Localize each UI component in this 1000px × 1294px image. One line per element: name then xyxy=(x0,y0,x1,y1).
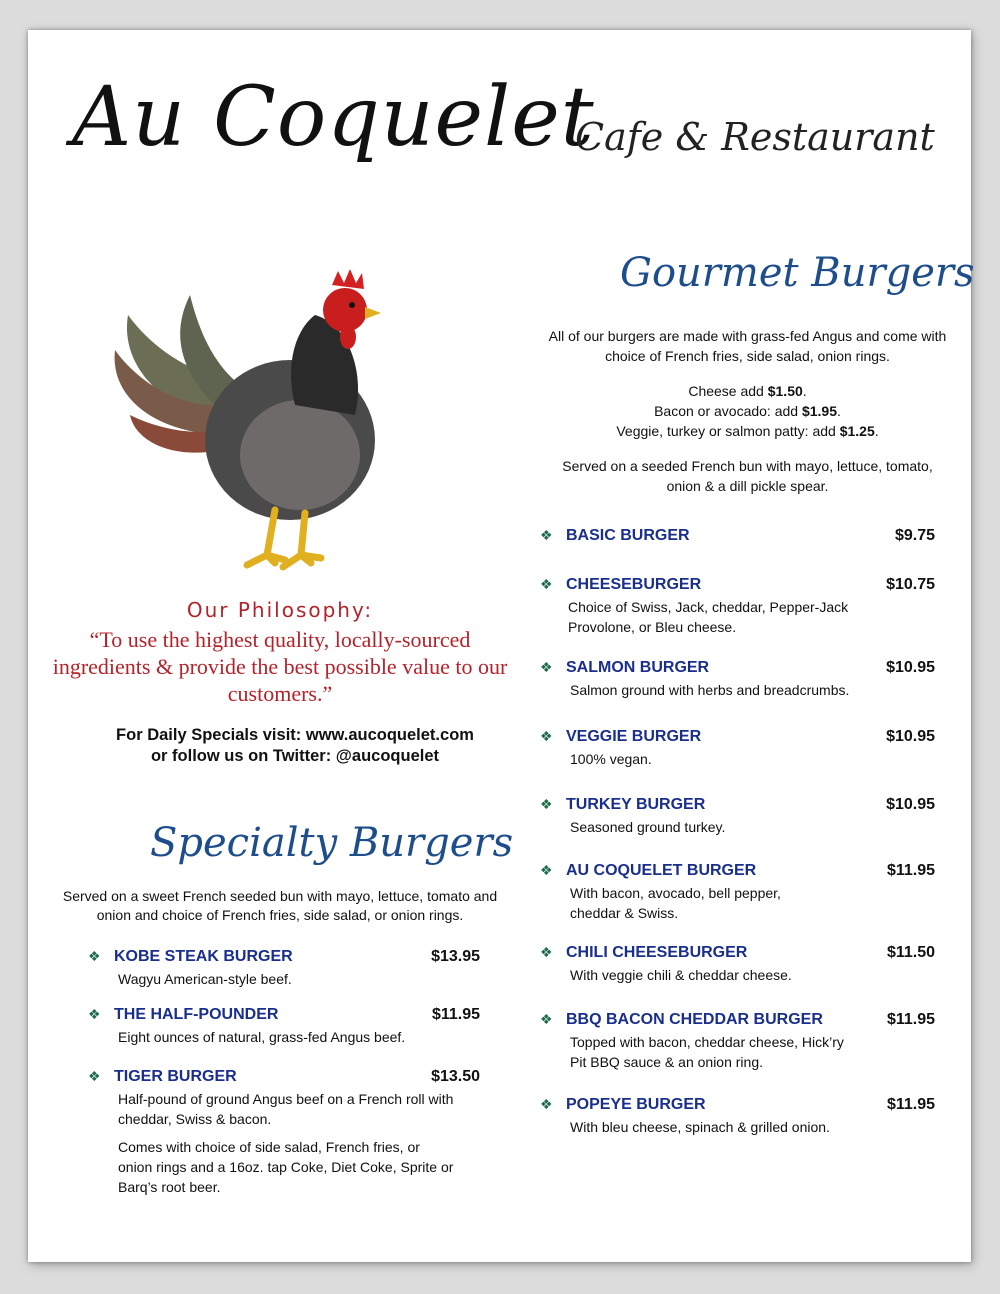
gourmet-title: Gourmet Burgers xyxy=(620,250,975,296)
item-price: $11.95 xyxy=(886,1096,935,1113)
brand-tagline: Cafe & Restaurant xyxy=(575,115,935,159)
item-price: $10.75 xyxy=(886,576,935,593)
diamond-bullet-icon: ❖ xyxy=(540,1096,553,1112)
item-name: CHEESEBURGER xyxy=(566,576,702,593)
gourmet-bun-text: Served on a seeded French bun with mayo, lettuce, tomato, onion & a dill pickle spear. xyxy=(562,458,933,494)
item-desc: With veggie chili & cheddar cheese. xyxy=(570,967,792,983)
item-price: $13.95 xyxy=(431,948,480,965)
specialty-intro: Served on a sweet French seeded bun with mayo, lettuce, tomato and onion and choice of French fries, side salad, or onion rings. xyxy=(62,888,498,923)
gourmet-intro-text: All of our burgers are made with grass-fed Angus and come with choice of French fries, side salad, onion rings. xyxy=(548,328,947,364)
specialty-title: Specialty Burgers xyxy=(150,820,514,866)
diamond-bullet-icon: ❖ xyxy=(88,948,101,964)
item-desc: With bacon, avocado, bell pepper, cheddar & Swiss. xyxy=(570,885,781,921)
diamond-bullet-icon: ❖ xyxy=(540,576,553,592)
contact-website-line: For Daily Specials visit: www.aucoquelet.com xyxy=(116,726,474,744)
item-name: TURKEY BURGER xyxy=(566,796,706,813)
diamond-bullet-icon: ❖ xyxy=(540,659,553,675)
diamond-bullet-icon: ❖ xyxy=(88,1006,101,1022)
item-name: BBQ BACON CHEDDAR BURGER xyxy=(566,1011,823,1028)
menu-item xyxy=(540,576,935,645)
item-price: $10.95 xyxy=(886,659,935,676)
menu-item xyxy=(88,1006,480,1055)
item-name: KOBE STEAK BURGER xyxy=(114,948,293,965)
diamond-bullet-icon: ❖ xyxy=(540,862,553,878)
item-desc: With bleu cheese, spinach & grilled onion. xyxy=(570,1119,830,1135)
item-name: VEGGIE BURGER xyxy=(566,728,702,745)
menu-item xyxy=(540,1096,935,1145)
item-desc: Topped with bacon, cheddar cheese, Hick’ry Pit BBQ sauce & an onion ring. xyxy=(570,1034,844,1070)
item-desc-extra: Comes with choice of side salad, French fries, or onion rings and a 16oz. tap Coke, Diet Coke, Sprite or Barq’s root beer. xyxy=(118,1139,454,1195)
diamond-bullet-icon: ❖ xyxy=(540,527,553,543)
item-desc: Eight ounces of natural, grass-fed Angus beef. xyxy=(118,1029,406,1045)
menu-item xyxy=(540,728,935,777)
diamond-bullet-icon: ❖ xyxy=(540,728,553,744)
item-name: BASIC BURGER xyxy=(566,527,690,544)
item-desc: Seasoned ground turkey. xyxy=(570,819,726,835)
diamond-bullet-icon: ❖ xyxy=(88,1068,101,1084)
contact-twitter-line: or follow us on Twitter: @aucoquelet xyxy=(150,747,440,765)
item-name: THE HALF-POUNDER xyxy=(114,1006,279,1023)
gourmet-intro xyxy=(545,326,950,511)
item-price: $9.75 xyxy=(894,527,935,544)
contact-block xyxy=(60,725,530,767)
item-name: AU COQUELET BURGER xyxy=(566,862,757,879)
item-name: SALMON BURGER xyxy=(566,659,710,676)
diamond-bullet-icon: ❖ xyxy=(540,944,553,960)
diamond-bullet-icon: ❖ xyxy=(540,1011,553,1027)
item-name: POPEYE BURGER xyxy=(566,1096,706,1113)
item-desc: 100% vegan. xyxy=(570,751,652,767)
item-price: $11.95 xyxy=(886,862,935,879)
item-price: $11.95 xyxy=(886,1011,935,1028)
item-price: $13.50 xyxy=(431,1068,480,1085)
menu-item xyxy=(540,862,935,931)
menu-item xyxy=(540,1011,935,1080)
item-desc: Choice of Swiss, Jack, cheddar, Pepper-Jack Provolone, or Bleu cheese. xyxy=(568,599,849,635)
menu-item xyxy=(88,1068,480,1205)
philosophy-heading: Our Philosophy: xyxy=(186,598,374,622)
philosophy-quote: “To use the highest quality, locally-sourced ingredients & provide the best possible value to our customers.” xyxy=(52,627,508,706)
diamond-bullet-icon: ❖ xyxy=(540,796,553,812)
menu-item xyxy=(540,527,935,545)
item-price: $10.95 xyxy=(886,728,935,745)
item-price: $11.95 xyxy=(431,1006,480,1023)
brand-name: Au Coquelet xyxy=(72,70,595,165)
menu-item xyxy=(540,659,935,708)
item-desc: Salmon ground with herbs and breadcrumbs. xyxy=(570,682,850,698)
item-desc: Half-pound of ground Angus beef on a French roll with cheddar, Swiss & bacon. xyxy=(118,1091,454,1127)
gourmet-addons: Cheese add $1.50. Bacon or avocado: add $1.95. Veggie, turkey or salmon patty: add $1.25. xyxy=(616,383,879,439)
item-price: $11.50 xyxy=(886,944,935,961)
philosophy-block xyxy=(50,598,510,707)
item-desc: Wagyu American-style beef. xyxy=(118,971,292,987)
menu-item xyxy=(540,944,935,993)
menu-item xyxy=(540,796,935,845)
item-price: $10.95 xyxy=(886,796,935,813)
item-name: CHILI CHEESEBURGER xyxy=(566,944,748,961)
rooster-icon xyxy=(100,255,400,575)
menu-item xyxy=(88,948,480,997)
item-name: TIGER BURGER xyxy=(114,1068,237,1085)
